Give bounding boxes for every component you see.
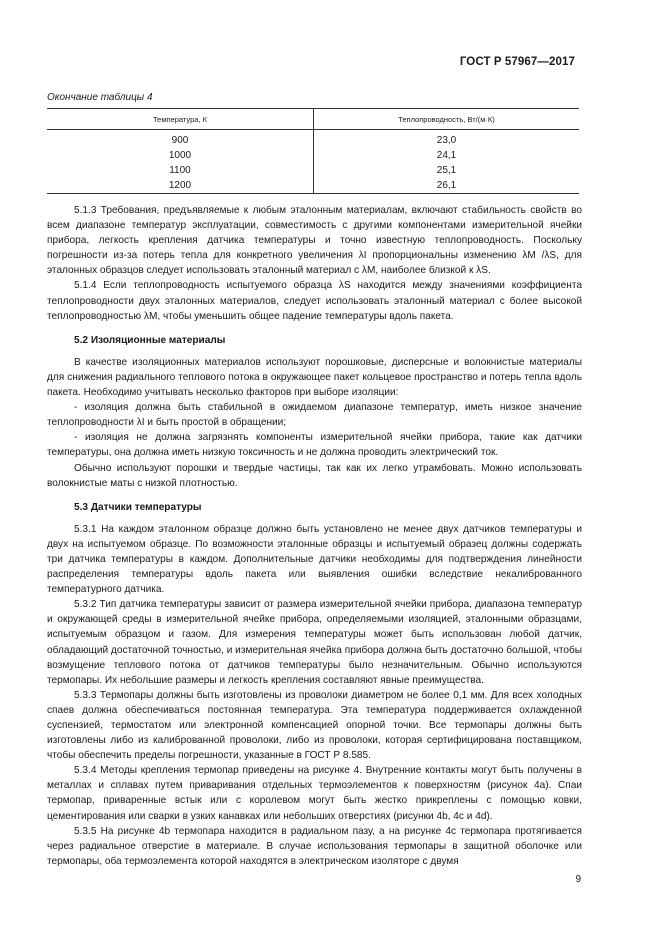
paragraph-5-1-3: 5.1.3 Требования, предъявляемые к любым эталонным материалам, включают стабильность свойств во всем диапазоне температур эксплуатации, совместимость с другими компонентами измерительной ячейки прибора, легкость крепления датчика температуры и точно известную теплопроводность. Поскольку погрешности из-за потерь тепла для конкретного увеличения λI пропорциональны изменению λM /λS, для эталонных образцов следует использовать эталонный материал с λM, наиболее близкой к λS. bbox=[47, 205, 582, 277]
temperature-cell: 900 bbox=[47, 130, 314, 149]
column-header-conductivity: Теплопроводность, Вт/(м·К) bbox=[314, 109, 580, 130]
table-row bbox=[47, 163, 579, 178]
list-item: - изоляция не должна загрязнять компоненты измерительной ячейки прибора, такие как датчики температуры, она должна иметь низкую токсичность и не должна проводить электрический ток. bbox=[47, 432, 582, 459]
conductivity-cell: 24,1 bbox=[436, 150, 457, 161]
table-row bbox=[47, 130, 579, 149]
table-row bbox=[47, 148, 579, 163]
paragraph-5-1-4: 5.1.4 Если теплопроводность испытуемого образца λS находится между значениями коэффициента теплопроводности двух эталонных материалов, следует использовать эталонный материал с более высокой теплопроводностью λM, чтобы уменьшить общее падение температуры вдоль пакета. bbox=[47, 280, 582, 322]
conductivity-cell: 23,0 bbox=[436, 135, 457, 146]
section-heading-5-2: 5.2 Изоляционные материалы bbox=[74, 334, 226, 346]
temperature-cell: 1200 bbox=[47, 178, 314, 194]
paragraph-5-3-2: 5.3.2 Тип датчика температуры зависит от размера измерительной ячейки прибора, диапазона температур и окружающей среды в измерительной ячейке прибора, определяемыми изоляцией, эталонными образцами, испытуемым образцом и газом. Для измерения температуры может быть использован любой датчик, обладающий достаточной точностью, и измерительная ячейка прибора должна быть достаточно большой, чтобы возмущение теплового потока от датчиков температуры было незначительным. Обычно используются термопары. Их небольшие размеры и легкость крепления составляют явные преимущества. bbox=[47, 599, 582, 686]
section-heading-5-3: 5.3 Датчики температуры bbox=[74, 501, 202, 513]
conductivity-cell: 25,1 bbox=[436, 165, 457, 176]
table-caption: Окончание таблицы 4 bbox=[47, 92, 153, 103]
paragraph-5-3-3: 5.3.3 Термопары должны быть изготовлены из проволоки диаметром не более 0,1 мм. Для всех холодных спаев должна обеспечиваться постоянная температура. Эта температура поддерживается охлажденной суспензией, термостатом или электронной компенсацией опорной точки. Все термопары должны быть изготовлены либо из калиброванной проволоки, либо из проволоки, которая сертифицирована поставщиком, чтобы обеспечить пределы погрешности, указанные в ГОСТ Р 8.585. bbox=[47, 689, 582, 762]
conductivity-cell: 26,1 bbox=[314, 178, 580, 194]
document-code: ГОСТ Р 57967—2017 bbox=[459, 56, 575, 68]
paragraph-5-3-1: 5.3.1 На каждом эталонном образце должно быть установлено не менее двух датчиков температуры и двух на испытуемом образце. По возможности эталонные образцы и испытуемый образец должны содержать три датчика температуры в каждом. Дополнительные датчики необходимы для подтверждения линейности распределения температуры вдоль пакета или выявления ошибки вследствие некалиброванного температурного датчика. bbox=[47, 523, 582, 596]
column-header-temperature: Температура, К bbox=[47, 109, 314, 130]
paragraph-5-2-intro: В качестве изоляционных материалов используют порошковые, дисперсные и волокнистые материалы для снижения радиального теплового потока в окружающее пакет кольцевое пространство и потерь тепла вдоль пакета. Необходимо учитывать несколько факторов при выборе изоляции: bbox=[47, 356, 582, 399]
page-number: 9 bbox=[575, 874, 581, 885]
list-item: - изоляция должна быть стабильной в ожидаемом диапазоне температур, иметь низкое значение теплопроводности λI и быть простой в обращении; bbox=[47, 402, 582, 429]
data-table bbox=[47, 108, 579, 194]
paragraph-5-3-4: 5.3.4 Методы крепления термопар приведены на рисунке 4. Внутренние контакты могут быть получены в металлах и сплавах путем приваривания отдельных термоэлементов к поверхностям (рисунок 4a). Спаи термопар, приваренные встык или с королевом могут быть жестко прикреплены с помощью ковки, цементирования или сварки в узких канавках или небольших отверстиях (рисунки 4b, 4c и 4d). bbox=[47, 765, 582, 822]
body-text bbox=[47, 203, 582, 869]
table-header-row bbox=[47, 109, 579, 130]
temperature-cell: 1100 bbox=[47, 163, 314, 178]
temperature-cell: 1000 bbox=[47, 148, 314, 163]
table-row bbox=[47, 178, 579, 194]
paragraph-5-3-5: 5.3.5 На рисунке 4b термопара находится в радиальном пазу, а на рисунке 4c термопара протягивается через радиальное отверстие в материале. В случае использования термопары в защитной оболочке или термопары, оба термоэлемента которой находятся в электрическом изоляторе с двумя bbox=[47, 825, 582, 867]
paragraph-5-2-note: Обычно используют порошки и твердые частицы, так как их легко утрамбовать. Можно использовать волокнистые маты с низкой плотностью. bbox=[47, 462, 582, 489]
